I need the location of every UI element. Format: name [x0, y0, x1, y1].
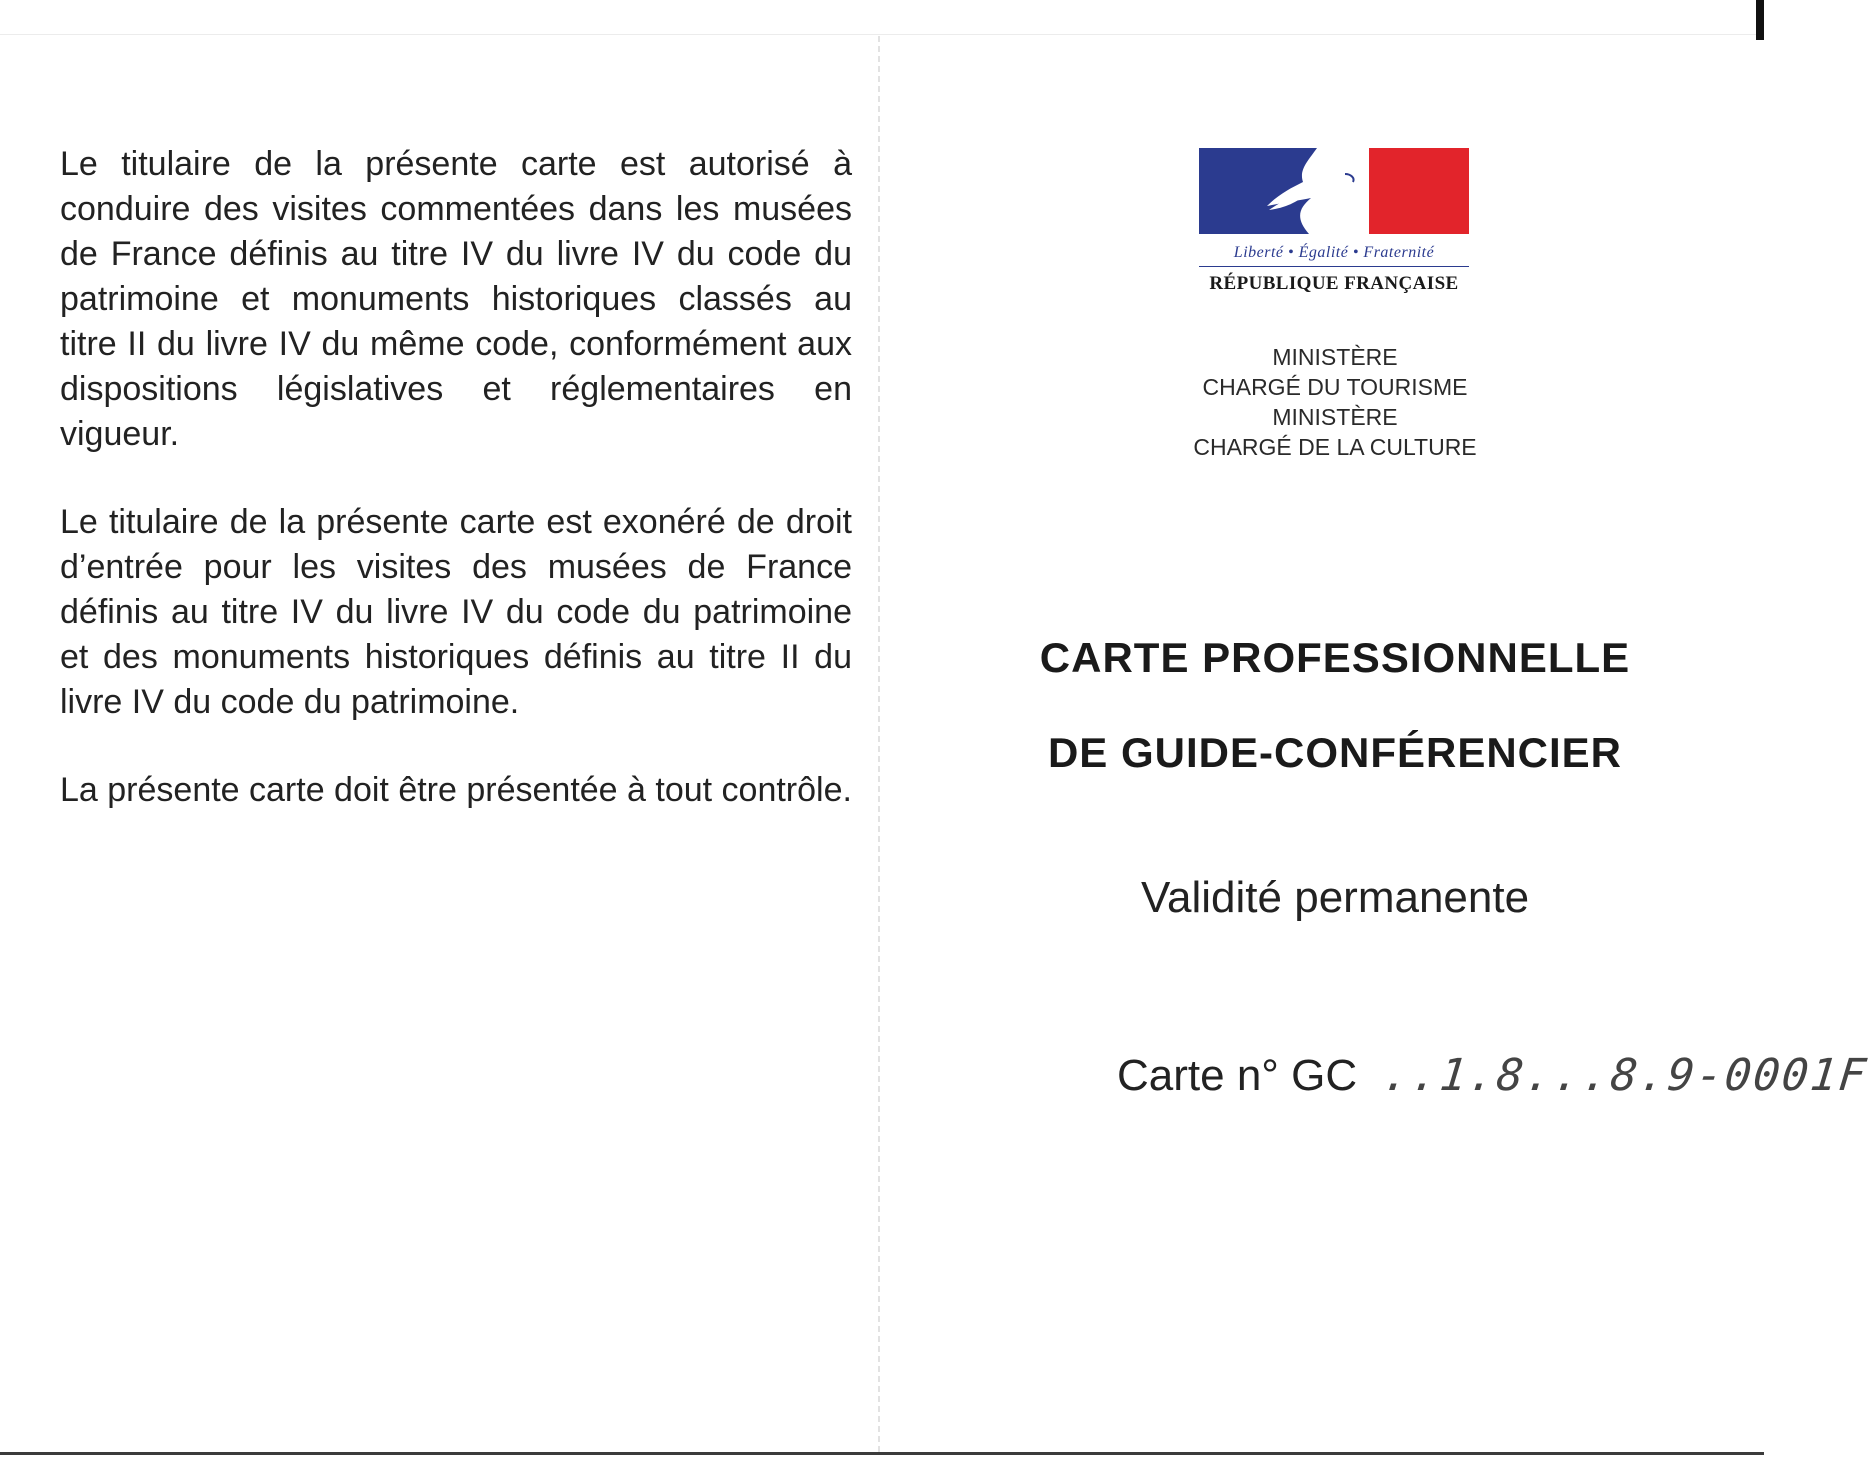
republique-francaise-logo [1198, 148, 1470, 302]
republic-motto: Liberté • Égalité • Fraternité [1233, 244, 1435, 261]
card-bottom-edge [0, 1452, 1764, 1455]
card-back-panel [60, 142, 852, 856]
ministry-line: CHARGÉ DE LA CULTURE [1193, 434, 1477, 460]
card-number-row [1117, 1050, 1870, 1101]
control-paragraph: La présente carte doit être présentée à tout contrôle. [60, 771, 852, 809]
card-number-value: ..1.8...8.9-0001F [1380, 1050, 1870, 1101]
authorization-paragraph: Le titulaire de la présente carte est autorisé à conduire des visites commentées dans les musées de France définis au titre IV du livre IV du code du patrimoine et monuments historiques classés au titre II du livre IV du même code, conformément aux dispositions législatives et réglementaires en vigueur. [60, 145, 852, 453]
ministries-block [920, 342, 1750, 462]
scan-corner-mark [1756, 0, 1764, 40]
ministry-line: CHARGÉ DU TOURISME [1202, 374, 1468, 400]
validity-text: Validité permanente [1140, 873, 1530, 922]
logo-divider [1199, 266, 1469, 267]
marianne-profile-icon [1199, 148, 1469, 234]
republic-name: RÉPUBLIQUE FRANÇAISE [1209, 273, 1459, 294]
card-title-line: CARTE PROFESSIONNELLE [1039, 634, 1631, 681]
card-fold-line [878, 36, 880, 1452]
exemption-paragraph: Le titulaire de la présente carte est exonéré de droit d’entrée pour les visites des musées de France définis au titre IV du livre IV du code du patrimoine et des monuments historiques définis au titre II du livre IV du code du patrimoine. [60, 503, 852, 721]
marianne-flag-icon [1199, 148, 1469, 234]
card-title-line: DE GUIDE-CONFÉRENCIER [1047, 729, 1623, 776]
ministry-line: MINISTÈRE [1272, 344, 1398, 370]
card-title [920, 634, 1750, 824]
card-front-panel [920, 0, 1870, 1452]
card-number-label: Carte n° GC [1117, 1051, 1358, 1100]
ministry-line: MINISTÈRE [1272, 404, 1398, 430]
